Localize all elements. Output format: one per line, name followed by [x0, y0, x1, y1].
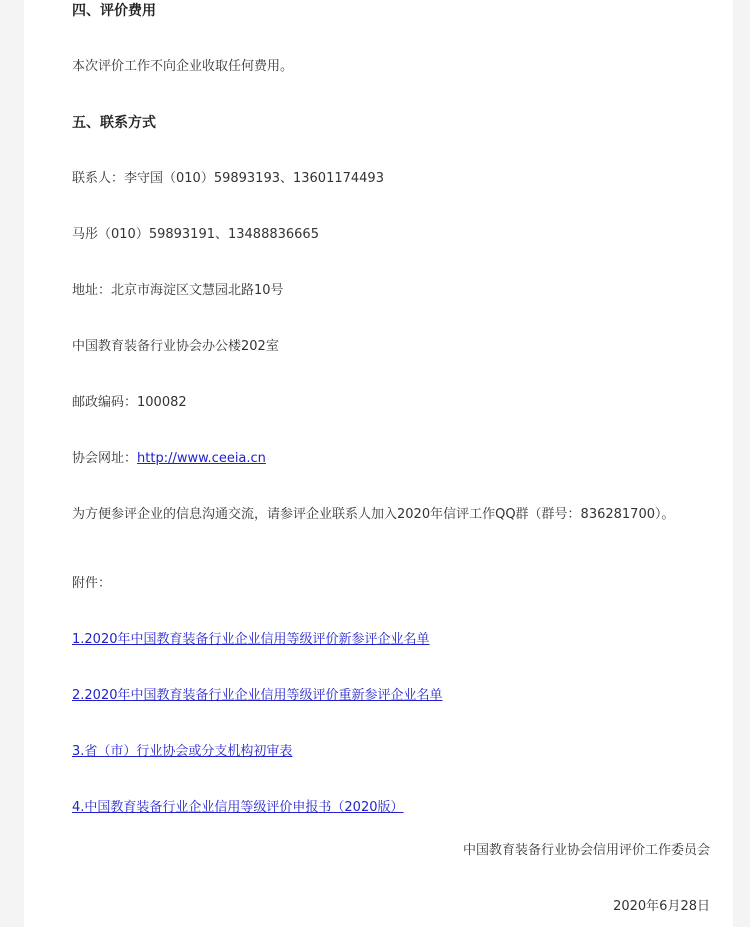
signature-organization: 中国教育装备行业协会信用评价工作委员会: [462, 843, 710, 858]
signature-date: 2020年6月28日: [613, 899, 710, 914]
attachment-item: [72, 742, 292, 762]
office-text: 中国教育装备行业协会办公楼202室: [72, 339, 279, 354]
fees-text: 本次评价工作不向企业收取任何费用。: [72, 59, 294, 74]
attachment-link-1[interactable]: 1.2020年中国教育装备行业企业信用等级评价新参评企业名单: [72, 632, 430, 647]
attachment-item: [72, 686, 443, 706]
document-page: [24, 0, 733, 927]
attachment-link-3[interactable]: 3.省（市）行业协会或分支机构初审表: [72, 744, 293, 759]
section-heading-contact: 五、联系方式: [72, 115, 156, 131]
website-link[interactable]: http://www.ceeia.cn: [137, 451, 266, 466]
website-line: [72, 449, 266, 469]
section-heading-fees: 四、评价费用: [72, 3, 156, 19]
attachments-label: 附件：: [72, 576, 112, 591]
contact-person-1: 联系人：李守国（010）59893193、13601174493: [72, 171, 384, 186]
postcode-text: 邮政编码：100082: [72, 395, 187, 410]
attachment-item: [72, 798, 404, 818]
attachment-link-4[interactable]: 4.中国教育装备行业企业信用等级评价申报书（2020版）: [72, 800, 404, 815]
attachment-link-2[interactable]: 2.2020年中国教育装备行业企业信用等级评价重新参评企业名单: [72, 688, 443, 703]
contact-person-2: 马彤（010）59893191、13488836665: [72, 227, 319, 242]
address-text: 地址：北京市海淀区文慧园北路10号: [72, 283, 284, 298]
website-label: 协会网址：: [72, 451, 138, 466]
attachment-item: [72, 630, 430, 650]
qq-group-note: 为方便参评企业的信息沟通交流，请参评企业联系人加入2020年信评工作QQ群（群号：836281700）。: [72, 507, 675, 522]
